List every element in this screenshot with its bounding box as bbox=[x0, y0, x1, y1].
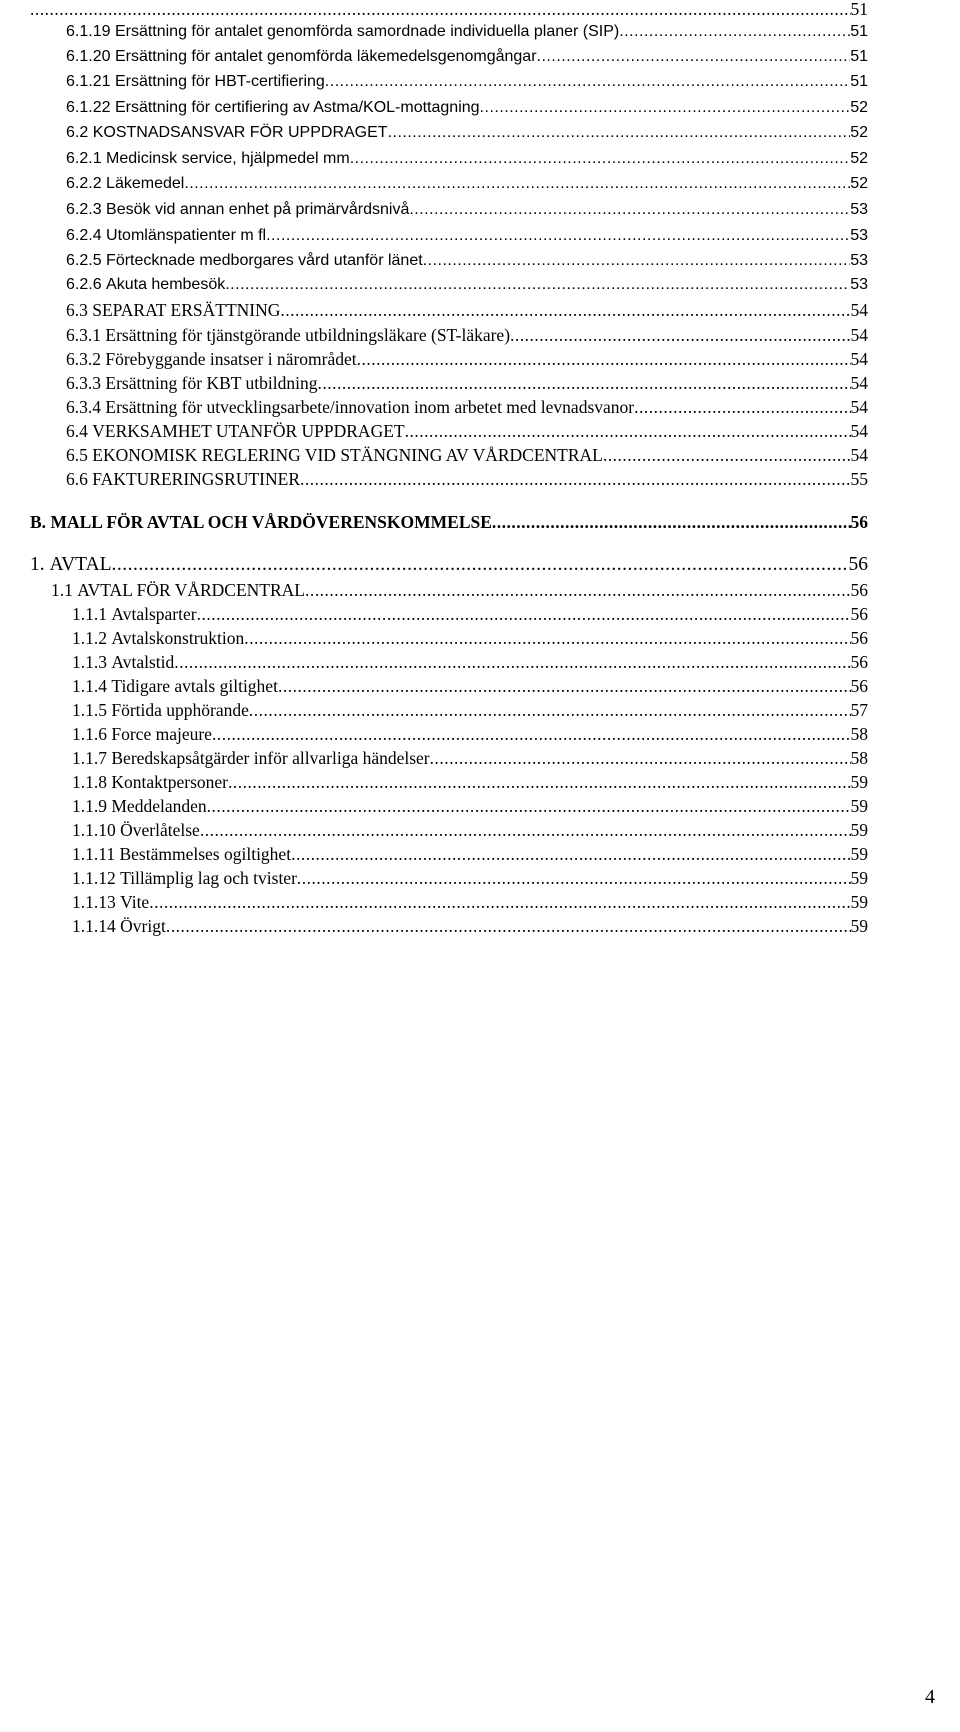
toc-num: 1.1.10 bbox=[72, 820, 116, 840]
toc-leader bbox=[634, 397, 850, 418]
toc-page: 56 bbox=[850, 604, 868, 624]
toc-page: 58 bbox=[850, 748, 868, 768]
toc-entry[interactable] bbox=[66, 23, 868, 41]
toc-page: 51 bbox=[850, 23, 868, 40]
toc-leader bbox=[603, 445, 851, 466]
toc-page: 58 bbox=[850, 724, 868, 744]
toc-page: 51 bbox=[850, 73, 868, 90]
toc-page: 54 bbox=[850, 373, 868, 393]
toc-title: Avtalsparter bbox=[111, 604, 197, 624]
toc-title: Bestämmelses ogiltighet bbox=[119, 844, 292, 864]
toc-title: Akuta hembesök bbox=[106, 276, 226, 293]
toc-leader bbox=[388, 124, 851, 142]
toc-title: VERKSAMHET UTANFÖR UPPDRAGET bbox=[92, 421, 405, 441]
toc-title: Ersättning för utvecklingsarbete/innovation inom arbetet med levnadsvanor bbox=[105, 397, 635, 417]
toc-leader bbox=[423, 252, 851, 270]
toc-num: 1.1.14 bbox=[72, 916, 116, 936]
toc-page: 52 bbox=[850, 99, 868, 116]
toc-entry[interactable] bbox=[66, 421, 868, 442]
toc-entry[interactable] bbox=[72, 628, 868, 649]
toc-leader bbox=[480, 99, 851, 117]
toc-leader bbox=[228, 772, 850, 793]
toc-page: 53 bbox=[850, 252, 868, 269]
toc-entry[interactable] bbox=[66, 227, 868, 245]
toc-num: 1.1.3 bbox=[72, 652, 107, 672]
toc-num: 1.1.4 bbox=[72, 676, 107, 696]
toc-num: 6.3 bbox=[66, 300, 88, 320]
toc-page: 59 bbox=[850, 868, 868, 888]
toc-leader bbox=[249, 700, 851, 721]
toc-num: 1.1.13 bbox=[72, 892, 116, 912]
toc-title: Ersättning för KBT utbildning bbox=[105, 373, 318, 393]
toc-num: 6.1.20 bbox=[66, 48, 111, 65]
toc-leader bbox=[184, 175, 850, 193]
toc-leader bbox=[280, 300, 850, 321]
toc-entry[interactable] bbox=[66, 99, 868, 117]
toc-title: KOSTNADSANSVAR FÖR UPPDRAGET bbox=[92, 124, 388, 141]
toc-title: Avtalstid bbox=[111, 652, 175, 672]
toc-entry[interactable] bbox=[66, 124, 868, 142]
toc-entry[interactable] bbox=[66, 73, 868, 91]
toc-entry[interactable] bbox=[72, 700, 868, 721]
toc-num: 1.1.11 bbox=[72, 844, 116, 864]
toc-leader bbox=[174, 652, 850, 673]
toc-entry[interactable] bbox=[66, 325, 868, 346]
toc-page: 55 bbox=[850, 469, 868, 489]
toc-title: Vite bbox=[120, 892, 150, 912]
toc-num: 6.5 bbox=[66, 445, 88, 465]
toc-page: 59 bbox=[850, 820, 868, 840]
toc-leader bbox=[149, 892, 850, 913]
toc-num: 6.2.2 bbox=[66, 175, 102, 192]
toc-title: MALL FÖR AVTAL OCH VÅRDÖVERENSKOMMELSE bbox=[50, 512, 492, 532]
toc-num: 6.4 bbox=[66, 421, 88, 441]
toc-page: 53 bbox=[850, 276, 868, 293]
toc-leader bbox=[619, 23, 850, 41]
toc-title: Överlåtelse bbox=[120, 820, 200, 840]
toc-leader bbox=[317, 373, 850, 394]
toc-num: 1.1.12 bbox=[72, 868, 116, 888]
toc-leader bbox=[291, 844, 850, 865]
toc-entry[interactable] bbox=[72, 916, 868, 937]
toc-page: 53 bbox=[850, 227, 868, 244]
toc-entry[interactable] bbox=[72, 652, 868, 673]
toc-leader bbox=[266, 227, 850, 245]
toc-entry[interactable] bbox=[72, 820, 868, 841]
toc-num: 6.2.6 bbox=[66, 276, 102, 293]
toc-page: 51 bbox=[850, 48, 868, 65]
toc-page: 52 bbox=[850, 124, 868, 141]
toc-page: 56 bbox=[850, 512, 868, 532]
toc-page: 56 bbox=[848, 554, 868, 575]
toc-num: 6.2.1 bbox=[66, 150, 102, 167]
toc-leader bbox=[430, 748, 851, 769]
toc-num: 6.3.4 bbox=[66, 397, 101, 417]
toc-page: 59 bbox=[850, 844, 868, 864]
toc-entry[interactable] bbox=[66, 397, 868, 418]
toc-leader bbox=[278, 676, 851, 697]
toc-leader bbox=[357, 349, 851, 370]
toc-page: 54 bbox=[850, 445, 868, 465]
toc-title: Tidigare avtals giltighet bbox=[111, 676, 278, 696]
toc-num: 1.1.6 bbox=[72, 724, 107, 744]
toc-num: 1.1.7 bbox=[72, 748, 107, 768]
toc-entry[interactable] bbox=[72, 724, 868, 745]
toc-num: 6.2.5 bbox=[66, 252, 102, 269]
toc-page: 59 bbox=[850, 916, 868, 936]
toc-num: 6.3.3 bbox=[66, 373, 101, 393]
toc-entry[interactable] bbox=[66, 276, 868, 294]
toc-title: Medicinsk service, hjälpmedel mm bbox=[106, 150, 350, 167]
toc-num: B. bbox=[30, 512, 47, 532]
toc-title: AVTAL FÖR VÅRDCENTRAL bbox=[77, 580, 305, 600]
toc-page: 56 bbox=[850, 628, 868, 648]
toc-page: 52 bbox=[850, 175, 868, 192]
toc-leader bbox=[166, 916, 851, 937]
toc-leader bbox=[492, 512, 851, 533]
toc-leader bbox=[200, 820, 851, 841]
toc-num: 6.1.21 bbox=[66, 73, 111, 90]
toc-leader bbox=[350, 150, 851, 168]
toc-leader bbox=[510, 325, 850, 346]
toc-leader bbox=[244, 628, 850, 649]
toc-page: 54 bbox=[850, 349, 868, 369]
toc-title: AVTAL bbox=[49, 554, 112, 575]
toc-title: Förebyggande insatser i närområdet bbox=[105, 349, 357, 369]
toc-title: Övrigt bbox=[120, 916, 166, 936]
toc-entry[interactable] bbox=[72, 868, 868, 889]
toc-title: Ersättning för certifiering av Astma/KOL-mottagning bbox=[114, 99, 480, 116]
toc-num: 6.2 bbox=[66, 124, 89, 141]
toc-entry[interactable] bbox=[72, 748, 868, 769]
toc-entry[interactable] bbox=[72, 676, 868, 697]
toc-leader bbox=[225, 276, 850, 294]
toc-title: Ersättning för antalet genomförda läkemedelsgenomgångar bbox=[114, 48, 537, 65]
toc-page: 59 bbox=[850, 892, 868, 912]
toc-page: 59 bbox=[850, 796, 868, 816]
toc-num: 6.6 bbox=[66, 469, 88, 489]
toc-page: 54 bbox=[850, 325, 868, 345]
toc-title: Utomlänspatienter m fl bbox=[106, 227, 267, 244]
toc-page: 51 bbox=[850, 0, 868, 19]
toc-title: EKONOMISK REGLERING VID STÄNGNING AV VÅRDCENTRAL bbox=[92, 445, 603, 465]
toc-leader bbox=[325, 73, 850, 91]
toc-page: 57 bbox=[850, 700, 868, 720]
toc-entry[interactable] bbox=[66, 349, 868, 370]
toc-entry-heading[interactable] bbox=[30, 512, 868, 533]
toc-title: Meddelanden bbox=[111, 796, 207, 816]
toc-num: 6.1.19 bbox=[66, 23, 111, 40]
toc-page: 59 bbox=[850, 772, 868, 792]
toc-entry[interactable] bbox=[66, 150, 868, 168]
toc-entry[interactable] bbox=[66, 300, 868, 321]
toc-num: 6.3.2 bbox=[66, 349, 101, 369]
toc-page: 56 bbox=[850, 652, 868, 672]
toc-title: Kontaktpersoner bbox=[111, 772, 229, 792]
page-number: 4 bbox=[925, 1686, 935, 1708]
toc-leader bbox=[30, 0, 851, 20]
toc-entry[interactable] bbox=[30, 554, 868, 576]
toc-num: 1.1 bbox=[51, 580, 73, 600]
toc-page: 56 bbox=[850, 580, 868, 600]
toc-num: 1.1.5 bbox=[72, 700, 107, 720]
toc-title: Ersättning för tjänstgörande utbildningsläkare (ST-läkare) bbox=[105, 325, 511, 345]
toc-title: Tillämplig lag och tvister bbox=[120, 868, 297, 888]
toc-num: 6.3.1 bbox=[66, 325, 101, 345]
toc-num: 1.1.1 bbox=[72, 604, 107, 624]
toc-num: 6.1.22 bbox=[66, 99, 111, 116]
toc-num: 6.2.4 bbox=[66, 227, 102, 244]
toc-entry-continued[interactable] bbox=[30, 0, 868, 20]
toc-entry[interactable] bbox=[72, 796, 868, 817]
toc-page: 56 bbox=[850, 676, 868, 696]
toc-entry[interactable] bbox=[66, 252, 868, 270]
toc-num: 1.1.2 bbox=[72, 628, 107, 648]
toc-entry[interactable] bbox=[51, 580, 868, 601]
toc-leader bbox=[409, 201, 850, 219]
toc-title: Ersättning för HBT-certifiering bbox=[114, 73, 325, 90]
toc-leader bbox=[207, 796, 851, 817]
toc-page: 54 bbox=[850, 421, 868, 441]
toc-page: 53 bbox=[850, 201, 868, 218]
toc-leader bbox=[405, 421, 851, 442]
toc-entry[interactable] bbox=[66, 373, 868, 394]
toc-leader bbox=[297, 868, 851, 889]
toc-title: SEPARAT ERSÄTTNING bbox=[92, 300, 281, 320]
toc-leader bbox=[197, 604, 851, 625]
toc-num: 6.2.3 bbox=[66, 201, 102, 218]
toc-title: Förtecknade medborgares vård utanför länet bbox=[106, 252, 423, 269]
toc-entry[interactable] bbox=[72, 604, 868, 625]
toc-page: 52 bbox=[850, 150, 868, 167]
toc-num: 1. bbox=[30, 554, 45, 575]
toc-entry[interactable] bbox=[66, 445, 868, 466]
toc-entry[interactable] bbox=[66, 201, 868, 219]
toc-title: Avtalskonstruktion bbox=[111, 628, 245, 648]
toc-title: Beredskapsåtgärder inför allvarliga händelser bbox=[111, 748, 430, 768]
toc-title: Ersättning för antalet genomförda samordnade individuella planer (SIP) bbox=[114, 23, 620, 40]
toc-title: Läkemedel bbox=[106, 175, 185, 192]
toc-leader bbox=[300, 469, 851, 490]
toc-leader bbox=[305, 580, 851, 601]
toc-leader bbox=[212, 724, 851, 745]
toc-entry[interactable] bbox=[72, 772, 868, 793]
toc-title: Förtida upphörande bbox=[111, 700, 249, 720]
toc-page: 54 bbox=[850, 300, 868, 320]
toc-leader bbox=[537, 48, 851, 66]
toc-entry[interactable] bbox=[72, 844, 868, 865]
toc-page: 54 bbox=[850, 397, 868, 417]
toc-num: 1.1.9 bbox=[72, 796, 107, 816]
toc-leader bbox=[112, 554, 849, 576]
toc-entry[interactable] bbox=[66, 48, 868, 66]
toc-title: Force majeure bbox=[111, 724, 212, 744]
toc-entry[interactable] bbox=[72, 892, 868, 913]
toc-title: FAKTURERINGSRUTINER bbox=[92, 469, 300, 489]
toc-entry[interactable] bbox=[66, 469, 868, 490]
toc-num: 1.1.8 bbox=[72, 772, 107, 792]
toc-entry[interactable] bbox=[66, 175, 868, 193]
toc-title: Besök vid annan enhet på primärvårdsnivå bbox=[106, 201, 410, 218]
